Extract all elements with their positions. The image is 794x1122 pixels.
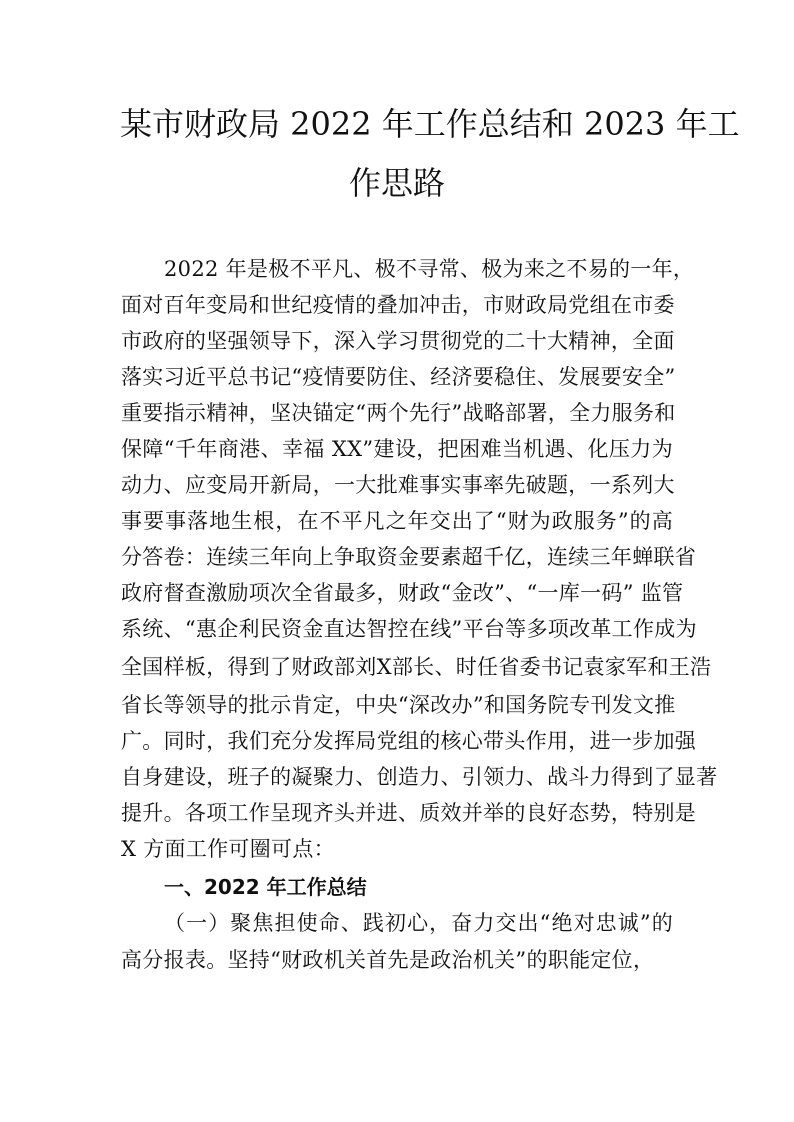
paragraph-line: 全国样板，得到了财政部刘X部长、时任省委书记袁家军和王浩 [121, 655, 712, 679]
subsection-line: （一）聚焦担使命、践初心，奋力交出“绝对忠诚”的 [164, 911, 673, 935]
paragraph-line: 动力、应变局开新局，一大批难事实事率先破题，一系列大 [121, 473, 675, 497]
paragraph-line: 省长等领导的批示肯定，中央“深改办”和国务院专刊发文推 [121, 693, 676, 717]
paragraph-line: 政府督查激励项次全省最多，财政“金改”、“一库一码” 监管 [121, 581, 684, 605]
document-title-line-1: 某市财政局 2022 年工作总结和 2023 年工 [120, 105, 740, 143]
paragraph-line: 提升。各项工作呈现齐头并进、质效并举的良好态势，特别是 [121, 801, 697, 825]
paragraph-line: 事要事落地生根，在不平凡之年交出了“财为政服务”的高 [121, 509, 673, 533]
paragraph-line: 系统、“惠企利民资金直达智控在线”平台等多项改革工作成为 [121, 617, 697, 641]
subsection-line: 高分报表。坚持“财政机关首先是政治机关”的职能定位， [121, 948, 655, 972]
paragraph-line: 分答卷：连续三年向上争取资金要素超千亿，连续三年蝉联省 [121, 545, 697, 569]
paragraph-line: 面对百年变局和世纪疫情的叠加冲击，市财政局党组在市委 [121, 293, 675, 317]
paragraph-line: 自身建设，班子的凝聚力、创造力、引领力、战斗力得到了显著 [121, 765, 718, 789]
paragraph-line: 2022 年是极不平凡、极不寻常、极为来之不易的一年， [164, 257, 695, 281]
paragraph-line: 市政府的坚强领导下，深入学习贯彻党的二十大精神，全面 [121, 329, 675, 353]
paragraph-line: 重要指示精神，坚决锚定“两个先行”战略部署，全力服务和 [121, 401, 676, 425]
paragraph-line: 落实习近平总书记“疫情要防住、经济要稳住、发展要安全” [121, 365, 676, 389]
paragraph-line: 广。同时，我们充分发挥局党组的核心带头作用，进一步加强 [121, 729, 697, 753]
paragraph-line: X 方面工作可圈可点： [121, 837, 335, 861]
document-title-line-2: 作思路 [348, 164, 445, 202]
paragraph-line: 保障“千年商港、幸福 XX”建设，把困难当机遇、化压力为 [121, 437, 673, 461]
section-heading: 一、2022 年工作总结 [164, 875, 367, 899]
